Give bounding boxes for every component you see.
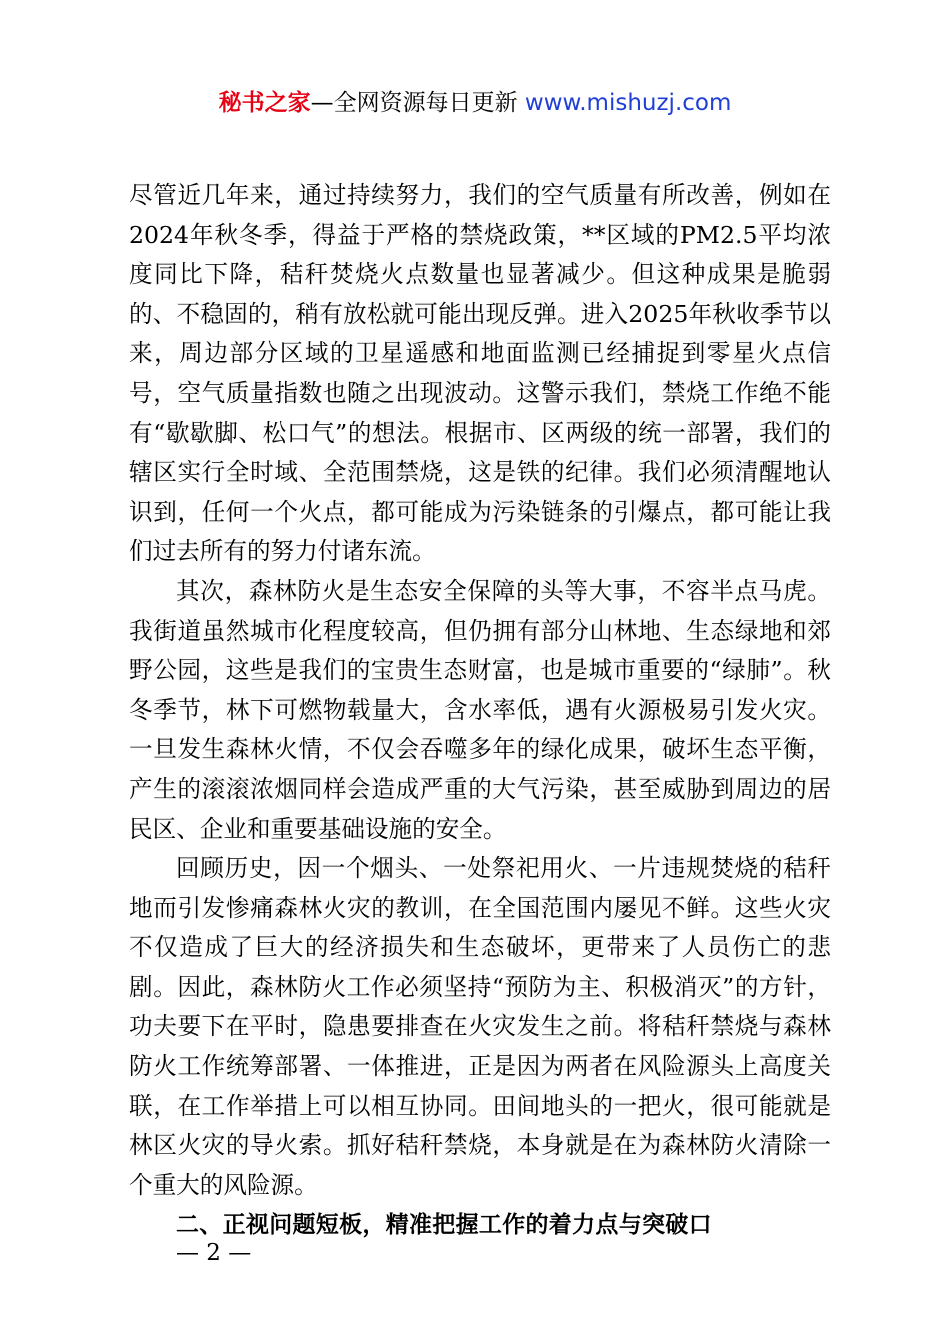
paragraph: 其次，森林防火是生态安全保障的头等大事，不容半点马虎。我街道虽然城市化程度较高，但仍拥有部分山林地、生态绿地和郊野公园，这些是我们的宝贵生态财富，也是城市重要的“绿肺”。秋冬季节，林下可燃物载量大，含水率低，遇有火源极易引发火灾。一旦发生森林火情，不仅会吞噬多年的绿化成果，破坏生态平衡，产生的滚滚浓烟同样会造成严重的大气污染，甚至威胁到周边的居民区、企业和重要基础设施的安全。 <box>129 576 831 843</box>
site-header <box>0 86 950 120</box>
section-heading: 二、正视问题短板，精准把握工作的着力点与突破口 <box>176 1212 712 1239</box>
page-number: — 2 — <box>176 1240 252 1266</box>
header-tagline: —全网资源每日更新 <box>310 90 525 116</box>
paragraph: 回顾历史，因一个烟头、一处祭祀用火、一片违规焚烧的秸秆地而引发惨痛森林火灾的教训，在全国范围内屡见不鲜。这些火灾不仅造成了巨大的经济损失和生态破坏，更带来了人员伤亡的悲剧。因此，森林防火工作必须坚持“预防为主、积极消灭”的方针，功夫要下在平时，隐患要排查在火灾发生之前。将秸秆禁烧与森林防火工作统筹部署、一体推进，正是因为两者在风险源头上高度关联，在工作举措上可以相互协同。田间地头的一把火，很可能就是林区火灾的导火索。抓好秸秆禁烧，本身就是在为森林防火清除一个重大的风险源。 <box>129 854 831 1199</box>
document-body <box>129 176 831 1245</box>
site-url[interactable]: www.mishuzj.com <box>524 90 732 116</box>
paragraph-continued: 尽管近几年来，通过持续努力，我们的空气质量有所改善，例如在2024年秋冬季，得益于严格的禁烧政策，**区域的PM2.5平均浓度同比下降，秸秆焚烧火点数量也显著减少。但这种成果是脆弱的、不稳固的，稍有放松就可能出现反弹。进入2025年秋收季节以来，周边部分区域的卫星遥感和地面监测已经捕捉到零星火点信号，空气质量指数也随之出现波动。这警示我们，禁烧工作绝不能有“歇歇脚、松口气”的想法。根据市、区两级的统一部署，我们的辖区实行全时域、全范围禁烧，这是铁的纪律。我们必须清醒地认识到，任何一个火点，都可能成为污染链条的引爆点，都可能让我们过去所有的努力付诸东流。 <box>129 181 831 566</box>
brand-name: 秘书之家 <box>218 90 311 116</box>
